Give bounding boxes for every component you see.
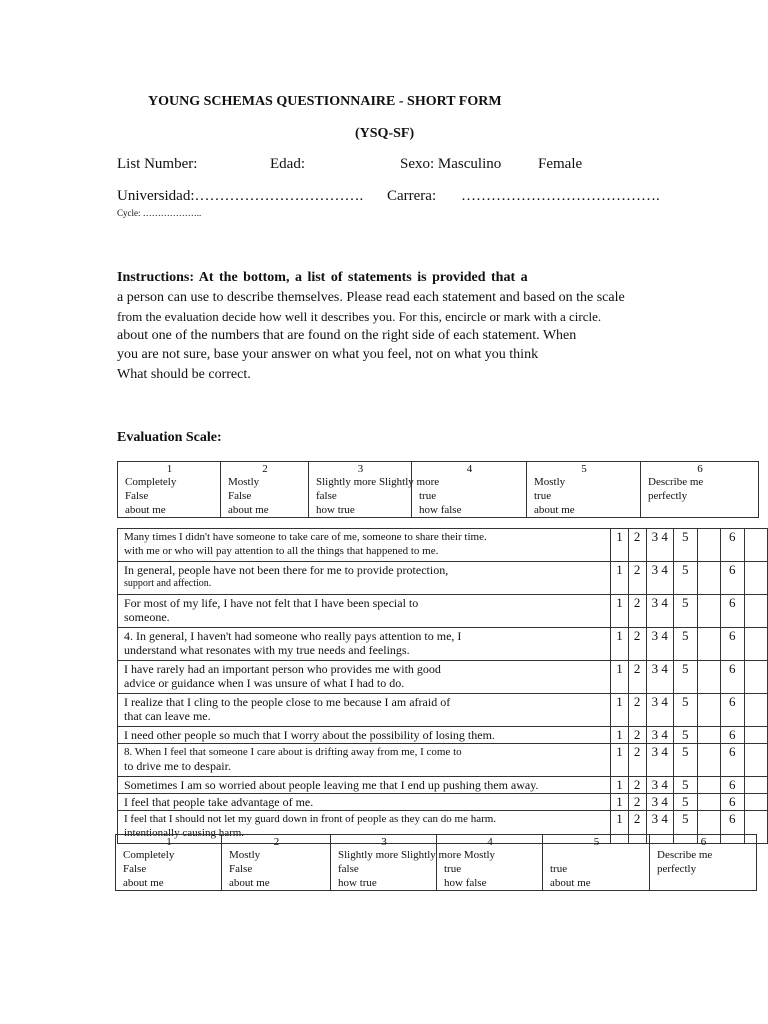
answer-6[interactable]: 6	[720, 661, 744, 694]
answer-6[interactable]: 6	[720, 794, 744, 811]
answer-6[interactable]: 6	[720, 562, 744, 595]
item-row	[118, 595, 768, 628]
answer-1[interactable]: 1	[611, 727, 629, 744]
instructions-line-3: from the evaluation decide how well it describes you. For this, encircle or mark with a circle.	[117, 309, 602, 324]
answer-6[interactable]: 6	[720, 529, 744, 562]
instructions-line-6: What should be correct.	[117, 367, 251, 382]
item-row	[118, 694, 768, 727]
answer-3-4[interactable]: 3 4	[646, 694, 673, 727]
answer-1[interactable]: 1	[611, 777, 629, 794]
answer-3-4[interactable]: 3 4	[646, 777, 673, 794]
edad-label: Edad:	[270, 156, 305, 172]
item-row	[118, 794, 768, 811]
answer-3-4[interactable]: 3 4	[646, 811, 673, 844]
questionnaire-items-table	[117, 528, 768, 844]
answer-2[interactable]: 2	[628, 811, 646, 844]
answer-extra	[744, 694, 767, 727]
answer-5[interactable]: 5	[674, 777, 698, 794]
item-statement: I need other people so much that I worry about the possibility of losing them.	[118, 727, 611, 744]
instructions-line-5: you are not sure, base your answer on what you feel, not on what you think	[117, 347, 539, 362]
item-statement: 4. In general, I haven't had someone who really pays attention to me, I understand what resonates with my true needs and feelings.	[118, 628, 611, 661]
item-statement: For most of my life, I have not felt that I have been special to someone.	[118, 595, 611, 628]
answer-1[interactable]: 1	[611, 694, 629, 727]
answer-3-4[interactable]: 3 4	[646, 794, 673, 811]
evaluation-scale-table	[117, 461, 759, 518]
cycle-label: Cycle: ………………..	[117, 208, 202, 218]
answer-2[interactable]: 2	[628, 777, 646, 794]
item-row	[118, 777, 768, 794]
answer-5[interactable]: 5	[674, 744, 698, 777]
answer-1[interactable]: 1	[611, 811, 629, 844]
scale-bottom-cell-2: 2 Mostly False about me	[222, 835, 331, 891]
answer-2[interactable]: 2	[628, 529, 646, 562]
answer-2[interactable]: 2	[628, 562, 646, 595]
answer-extra	[744, 562, 767, 595]
answer-1[interactable]: 1	[611, 595, 629, 628]
page-title: YOUNG SCHEMAS QUESTIONNAIRE - SHORT FORM	[148, 94, 502, 109]
answer-5[interactable]: 5	[674, 628, 698, 661]
scale-bottom-cell-5: 5 true about me	[543, 835, 650, 891]
item-statement: I have rarely had an important person who provides me with good advice or guidance when I was unsure of what I had to do.	[118, 661, 611, 694]
answer-1[interactable]: 1	[611, 628, 629, 661]
carrera-dots: ………………………………….	[461, 188, 660, 204]
item-statement: Many times I didn't have someone to take care of me, someone to share their time. with me or who will pay attention to all the things that happened to me.	[118, 529, 611, 562]
item-statement: 8. When I feel that someone I care about is drifting away from me, I come to to drive me to despair.	[118, 744, 611, 777]
page-subtitle: (YSQ-SF)	[355, 126, 415, 141]
answer-blank	[697, 777, 720, 794]
answer-3-4[interactable]: 3 4	[646, 595, 673, 628]
item-row	[118, 628, 768, 661]
answer-3-4[interactable]: 3 4	[646, 727, 673, 744]
answer-blank	[697, 661, 720, 694]
item-statement: I realize that I cling to the people close to me because I am afraid of that can leave me.	[118, 694, 611, 727]
answer-2[interactable]: 2	[628, 661, 646, 694]
sexo-label: Sexo: Masculino	[400, 156, 502, 172]
answer-1[interactable]: 1	[611, 744, 629, 777]
answer-6[interactable]: 6	[720, 694, 744, 727]
universidad-label: Universidad:…………………………….	[117, 188, 364, 204]
answer-3-4[interactable]: 3 4	[646, 562, 673, 595]
female-label: Female	[538, 156, 583, 172]
answer-6[interactable]: 6	[720, 628, 744, 661]
scale-cell-4: 4 true how false	[412, 462, 527, 518]
answer-blank	[697, 628, 720, 661]
answer-extra	[744, 529, 767, 562]
answer-3-4[interactable]: 3 4	[646, 529, 673, 562]
scale-cell-6: 6 Describe me perfectly	[641, 462, 759, 518]
answer-5[interactable]: 5	[674, 661, 698, 694]
item-row	[118, 744, 768, 777]
answer-extra	[744, 628, 767, 661]
answer-blank	[697, 727, 720, 744]
item-statement: In general, people have not been there for me to provide protection, support and affection.	[118, 562, 611, 595]
answer-6[interactable]: 6	[720, 744, 744, 777]
answer-2[interactable]: 2	[628, 694, 646, 727]
scale-heading: Evaluation Scale:	[117, 430, 222, 445]
answer-2[interactable]: 2	[628, 744, 646, 777]
answer-5[interactable]: 5	[674, 811, 698, 844]
item-statement: I feel that I should not let my guard down in front of people as they can do me harm. intentionally causing harm.	[118, 811, 611, 844]
answer-2[interactable]: 2	[628, 595, 646, 628]
answer-5[interactable]: 5	[674, 694, 698, 727]
answer-extra	[744, 595, 767, 628]
answer-6[interactable]: 6	[720, 595, 744, 628]
answer-6[interactable]: 6	[720, 777, 744, 794]
answer-2[interactable]: 2	[628, 727, 646, 744]
scale-cell-2: 2 Mostly False about me	[221, 462, 309, 518]
scale-cell-1: 1 Completely False about me	[118, 462, 221, 518]
instructions-line-4: about one of the numbers that are found on the right side of each statement. When	[117, 328, 577, 343]
answer-blank	[697, 744, 720, 777]
scale-bottom-cell-4: 4 true how false	[437, 835, 543, 891]
answer-1[interactable]: 1	[611, 562, 629, 595]
answer-blank	[697, 529, 720, 562]
item-row	[118, 529, 768, 562]
answer-blank	[697, 595, 720, 628]
scale-bottom-cell-3: 3 Slightly more Slightly more Mostly false how true	[331, 835, 437, 891]
answer-6[interactable]: 6	[720, 727, 744, 744]
instructions-line-2: a person can use to describe themselves. Please read each statement and based on the scale	[117, 290, 625, 305]
answer-blank	[697, 794, 720, 811]
answer-blank	[697, 562, 720, 595]
answer-5[interactable]: 5	[674, 562, 698, 595]
answer-blank	[697, 694, 720, 727]
item-statement: Sometimes I am so worried about people leaving me that I end up pushing them away.	[118, 777, 611, 794]
carrera-label: Carrera:	[387, 188, 437, 204]
answer-extra	[744, 794, 767, 811]
evaluation-scale-table-bottom	[115, 834, 757, 891]
answer-5[interactable]: 5	[674, 727, 698, 744]
answer-extra	[744, 727, 767, 744]
answer-3-4[interactable]: 3 4	[646, 744, 673, 777]
answer-extra	[744, 744, 767, 777]
answer-5[interactable]: 5	[674, 529, 698, 562]
answer-2[interactable]: 2	[628, 794, 646, 811]
item-row	[118, 727, 768, 744]
list-number-label: List Number:	[117, 156, 198, 172]
scale-cell-3: 3 Slightly more Slightly more false how true	[309, 462, 412, 518]
answer-3-4[interactable]: 3 4	[646, 628, 673, 661]
answer-6[interactable]: 6	[720, 811, 744, 844]
instructions-line-1: Instructions: At the bottom, a list of statements is provided that a	[117, 270, 528, 285]
item-row	[118, 562, 768, 595]
answer-1[interactable]: 1	[611, 529, 629, 562]
answer-2[interactable]: 2	[628, 628, 646, 661]
item-row	[118, 661, 768, 694]
answer-1[interactable]: 1	[611, 661, 629, 694]
answer-1[interactable]: 1	[611, 794, 629, 811]
item-statement: I feel that people take advantage of me.	[118, 794, 611, 811]
answer-extra	[744, 777, 767, 794]
answer-extra	[744, 661, 767, 694]
answer-5[interactable]: 5	[674, 595, 698, 628]
answer-3-4[interactable]: 3 4	[646, 661, 673, 694]
answer-5[interactable]: 5	[674, 794, 698, 811]
scale-bottom-cell-1: 1 Completely False about me	[116, 835, 222, 891]
scale-cell-5: 5 Mostly true about me	[527, 462, 641, 518]
scale-bottom-cell-6: 6 Describe me perfectly	[650, 835, 757, 891]
